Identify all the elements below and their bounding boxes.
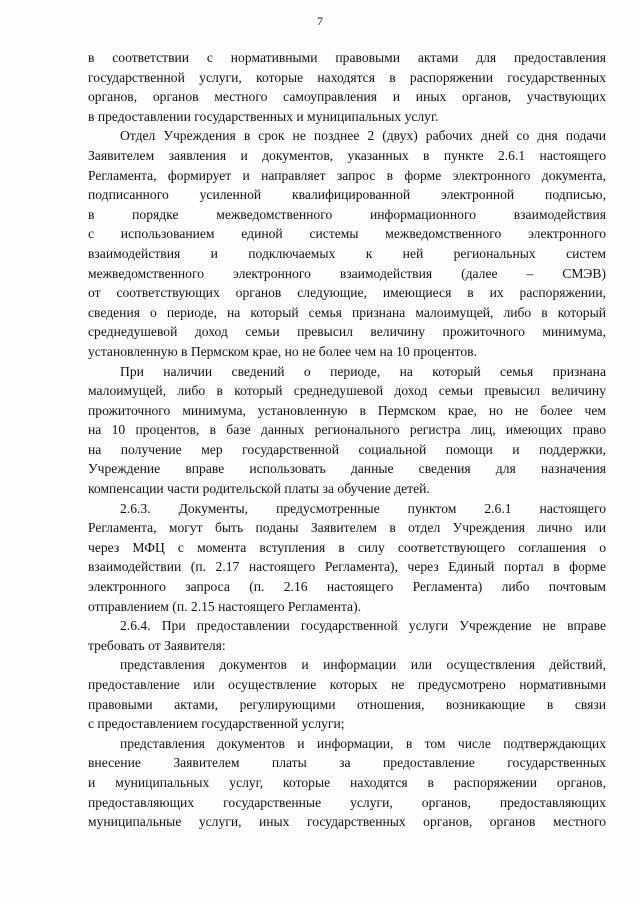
text-line: Учреждение вправе использовать данные сведения для назначения (88, 461, 606, 477)
text-line: требовать от Заявителя: (88, 637, 226, 653)
text-line: взаимодействии (п. 2.17 настоящего Регламента), через Единый портал в форме (88, 559, 606, 575)
text-line: представления документов и информации, в том числе подтверждающих (120, 735, 606, 751)
text-line: межведомственного электронного взаимодействия (далее – СМЭВ) (88, 265, 606, 281)
text-line: и муниципальных услуг, которые находятся в распоряжении органов, (88, 774, 606, 790)
text-line: подписанного усиленной квалифицированной электронной подписью, (88, 187, 606, 203)
text-line: взаимодействия и подключаемых к ней региональных систем (88, 245, 606, 261)
text-line: от соответствующих органов следующие, имеющиеся в их распоряжении, (88, 285, 606, 301)
text-line: установленную в Пермском крае, но не более чем на 10 процентов. (88, 343, 477, 359)
text-line: Отдел Учреждения в срок не позднее 2 (двух) рабочих дней со дня подачи (120, 128, 606, 144)
text-line: прожиточного минимума, установленную в Пермском крае, но не более чем (88, 402, 606, 418)
text-line: компенсации части родительской платы за обучение детей. (88, 481, 430, 497)
text-line: через МФЦ с момента вступления в силу соответствующего соглашения о (88, 539, 606, 555)
text-line: правовыми актами, регулирующими отношения, возникающие в связи (88, 696, 606, 712)
text-line: отправлением (п. 2.15 настоящего Регламента). (88, 598, 362, 614)
text-line: на получение мер государственной социальной помощи и поддержки, (88, 441, 606, 457)
text-line: среднедушевой доход семьи превысил величину прожиточного минимума, (88, 324, 606, 340)
text-line: предоставление или осуществление которых не предусмотрено нормативными (88, 677, 606, 692)
text-line: с предоставлением государственной услуги; (88, 716, 345, 732)
text-line: При наличии сведений о периоде, на который семья признана (120, 363, 606, 379)
text-line: органов, органов местного самоуправления и иных органов, участвующих (88, 89, 606, 105)
text-line: предоставляющих государственные услуги, органов, предоставляющих (88, 794, 606, 810)
text-line: сведения о периоде, на который семья признана малоимущей, либо в который (88, 304, 606, 320)
text-line: Регламента, формирует и направляет запрос в форме электронного документа, (88, 167, 606, 183)
text-line: с использованием единой системы межведомственного электронного (88, 226, 606, 242)
text-line: Заявителем заявления и документов, указанных в пункте 2.6.1 настоящего (88, 147, 606, 163)
document-body (88, 48, 606, 832)
text-line: государственной услуги, которые находятся в распоряжении государственных (88, 69, 606, 85)
text-line: муниципальные услуги, иных государственных органов, органов местного (88, 814, 606, 830)
text-line: внесение Заявителем платы за предоставление государственных (88, 755, 606, 771)
text-line: на 10 процентов, в базе данных регионального регистра лиц, имеющих право (88, 422, 606, 438)
text-line: 2.6.3. Документы, предусмотренные пунктом 2.6.1 настоящего (120, 500, 606, 516)
text-line: в предоставлении государственных и муниципальных услуг. (88, 108, 439, 124)
text-line: в порядке межведомственного информационного взаимодействия (88, 206, 606, 222)
text-line: представления документов и информации или осуществления действий, (120, 657, 606, 673)
text-line: Регламента, могут быть поданы Заявителем в отдел Учреждения лично или (88, 520, 606, 536)
text-line: малоимущей, либо в который среднедушевой доход семьи превысил величину (88, 383, 606, 399)
page-number: 7 (317, 14, 323, 28)
text-line: в соответствии с нормативными правовыми актами для предоставления (88, 50, 606, 65)
text-line: 2.6.4. При предоставлении государственной услуги Учреждение не вправе (120, 618, 606, 634)
text-line: электронного запроса (п. 2.16 настоящего Регламента) либо почтовым (88, 579, 606, 595)
